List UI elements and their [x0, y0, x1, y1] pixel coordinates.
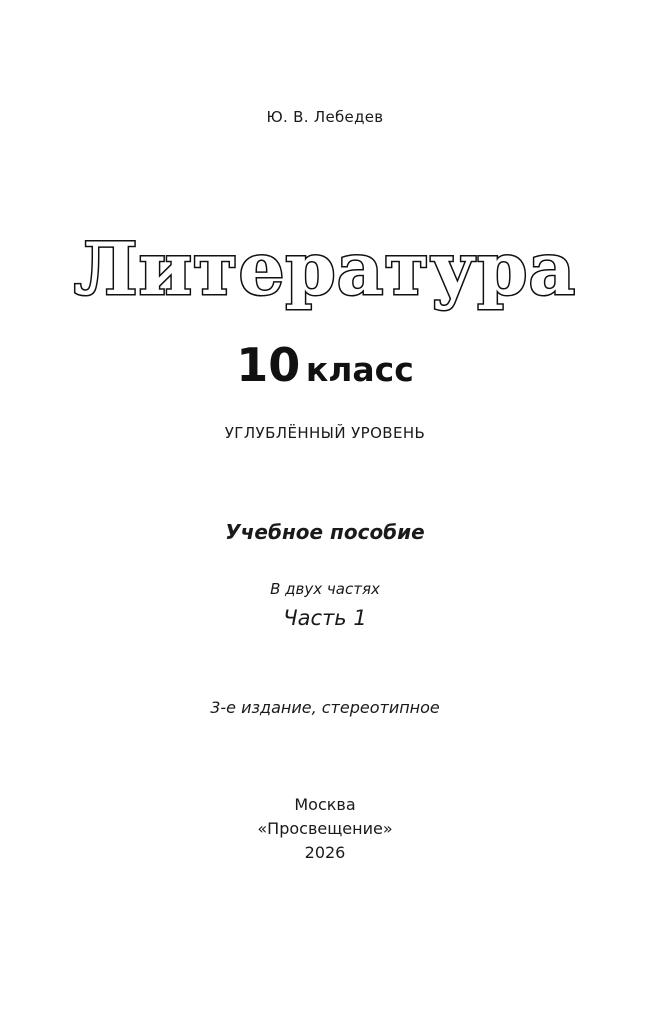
grade-number: 10 [236, 338, 301, 392]
book-title: Литература [73, 226, 577, 311]
edition-note: 3-е издание, стереотипное [210, 698, 440, 717]
grade-heading [0, 338, 650, 392]
part-label: Часть 1 [283, 606, 367, 630]
grade-word: класс [305, 350, 414, 389]
imprint-city: Москва [294, 795, 356, 814]
parts-note: В двух частях [270, 580, 380, 598]
author-name: Ю. В. Лебедев [266, 108, 384, 126]
level-label: УГЛУБЛЁННЫЙ УРОВЕНЬ [224, 424, 426, 442]
imprint-year: 2026 [304, 843, 346, 862]
book-subtitle: Учебное пособие [225, 520, 425, 544]
imprint-publisher: «Просвещение» [257, 819, 393, 838]
